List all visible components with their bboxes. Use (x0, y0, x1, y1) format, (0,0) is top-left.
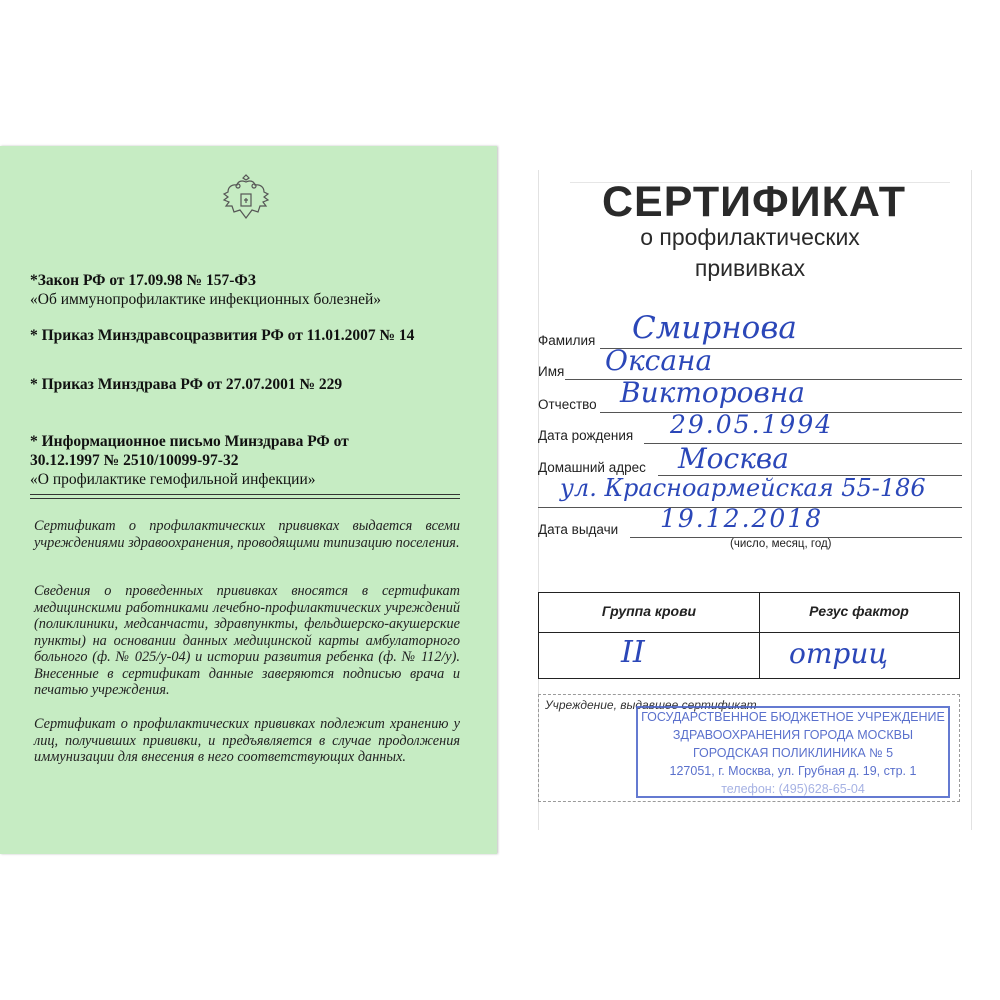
institution-label: Учреждение, выдавшее сертификат (545, 698, 757, 712)
divider-line (30, 494, 460, 499)
law-4-subtitle: «О профилактике гемофильной инфекции» (30, 471, 316, 488)
issue-date-value: 19.12.2018 (660, 504, 824, 533)
stamp-line-5: телефон: (495)628-65-04 (721, 782, 865, 796)
law-2-title: * Приказ Минздравсоцразвития РФ от 11.01.2007 № 14 (30, 327, 415, 344)
blood-group-value: II (621, 635, 645, 670)
issue-date-label: Дата выдачи (538, 522, 619, 537)
paragraph-3: Сертификат о профилактических прививках подлежит хранению у лиц, получивших прививки, и предъявляется в случае продолжения иммунизации для внесения в него соответствующих данных. (34, 716, 460, 765)
law-3-title: * Приказ Минздрава РФ от 27.07.2001 № 229 (30, 376, 343, 393)
stamp-line-4: 127051, г. Москва, ул. Грубная д. 19, стр. 1 (669, 764, 917, 778)
law-3 (30, 375, 342, 394)
law-1-subtitle: «Об иммунопрофилактике инфекционных болезней» (30, 291, 382, 308)
patronymic-value: Викторовна (620, 376, 805, 409)
institution-stamp (636, 706, 950, 798)
table-row-divider (539, 632, 959, 633)
certificate-subtitle-line1: о профилактических (640, 224, 860, 250)
law-1 (30, 271, 381, 309)
rh-factor-header: Резус фактор (809, 603, 909, 619)
blood-group-header: Группа крови (601, 603, 697, 619)
address-value-2: ул. Красноармейская 55-186 (560, 474, 926, 502)
paragraph-1: Сертификат о профилактических прививках выдается всеми учреждениями здравоохранения, проводящими типизацию поселения. (34, 518, 460, 551)
coat-of-arms-emblem (218, 172, 274, 228)
birthdate-label: Дата рождения (538, 428, 634, 443)
left-page (0, 146, 497, 854)
law-4 (30, 432, 349, 489)
birthdate-value: 29.05.1994 (670, 410, 834, 439)
law-2 (30, 326, 414, 345)
law-4-title-line2: 30.12.1997 № 2510/10099-97-32 (30, 452, 239, 469)
address-value-1: Москва (678, 442, 789, 475)
law-4-title: * Информационное письмо Минздрава РФ от (30, 433, 349, 450)
blood-type-table (538, 592, 960, 679)
stamp-line-3: ГОРОДСКАЯ ПОЛИКЛИНИКА № 5 (692, 746, 894, 760)
certificate-title: СЕРТИФИКАТ (601, 178, 907, 226)
stamp-line-1: ГОСУДАРСТВЕННОЕ БЮДЖЕТНОЕ УЧРЕЖДЕНИЕ (641, 710, 945, 724)
paragraph-2: Сведения о проведенных прививках вносятся в сертификат медицинскими работниками лечебно-профилактических учреждений (поликлиники, медсанчасти, здравпункты, фельдшерско-акушерские пункты) на основании данных медицинской карты амбулаторного больного (ф. № 025/у-04) и истории развития ребенка (ф. № 112/у). Внесенные в сертификат данные заверяются подписью врача и печатью учреждения. (34, 583, 460, 698)
certificate-subtitle-line2: прививках (694, 255, 806, 281)
name-value: Оксана (605, 344, 713, 377)
rh-factor-value: отриц (789, 637, 888, 670)
law-1-title: *Закон РФ от 17.09.98 № 157-ФЗ (30, 272, 256, 289)
patronymic-label: Отчество (538, 397, 597, 412)
date-format-note: (число, месяц, год) (730, 538, 832, 550)
address-label: Домашний адрес (538, 460, 646, 475)
stamp-line-2: ЗДРАВООХРАНЕНИЯ ГОРОДА МОСКВЫ (672, 728, 914, 742)
surname-value: Смирнова (632, 310, 797, 346)
surname-label: Фамилия (538, 333, 596, 348)
name-label: Имя (538, 364, 565, 379)
